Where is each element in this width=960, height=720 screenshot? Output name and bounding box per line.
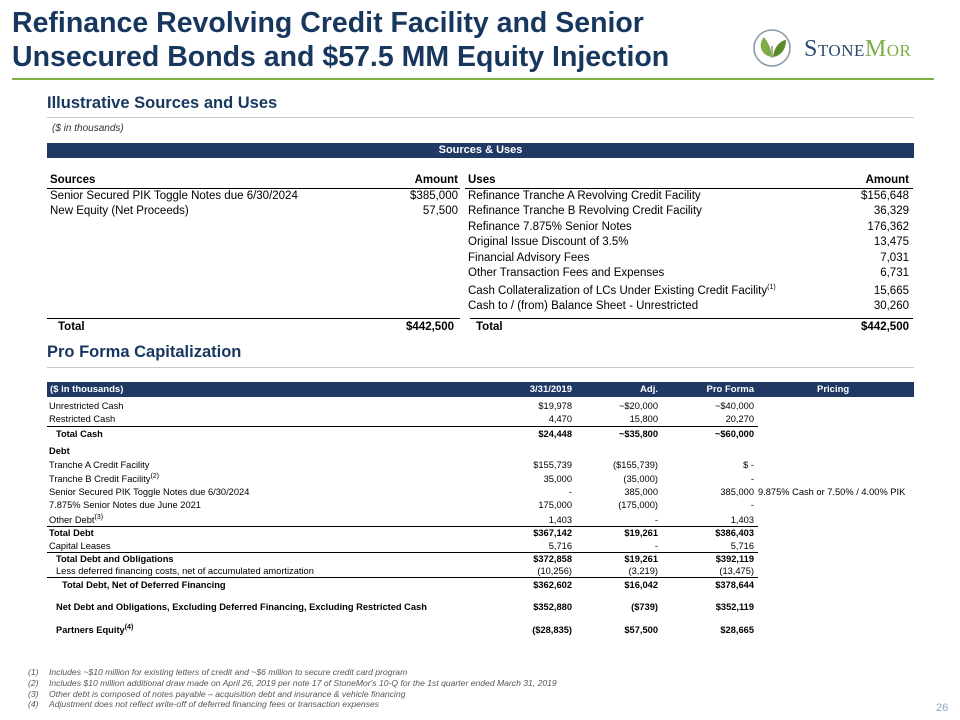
pro-forma-header: ($ in thousands) 3/31/2019 Adj. Pro Forma Pricing <box>47 382 914 397</box>
table-row: Total Debt $367,142 $19,261 $386,403 <box>49 528 754 538</box>
table-row: Total Cash $24,448 ~$35,800 ~$60,000 <box>56 428 754 439</box>
section-divider <box>47 117 914 118</box>
table-row: 7.875% Senior Notes due June 2021 175,000 (175,000) - <box>49 500 754 510</box>
table-row: New Equity (Net Proceeds) 57,500 <box>50 205 458 218</box>
table-row: Less deferred financing costs, net of accumulated amortization (10,256) (3,219) (13,475) <box>47 565 914 578</box>
page-number: 26 <box>936 702 949 714</box>
table-row: Cash Collateralization of LCs Under Existing Credit Facility$^{(1)}$ 15,665 <box>468 284 909 298</box>
table-row: Restricted Cash 4,470 15,800 20,270 <box>47 414 914 427</box>
stonemor-logo <box>750 26 940 70</box>
table-row: Refinance Tranche B Revolving Credit Facility 36,329 <box>468 205 909 218</box>
table-row: Senior Secured PIK Toggle Notes due 6/30/2024 $385,000 <box>50 190 458 202</box>
units-note: ($ in thousands) <box>52 123 124 134</box>
title-divider <box>12 78 934 80</box>
section-divider <box>47 367 914 368</box>
sources-total-row: Total $442,500 <box>47 318 460 334</box>
table-row: Total Debt and Obligations $372,858 $19,261 $392,119 <box>56 553 754 564</box>
uses-table <box>465 173 913 315</box>
table-row: Debt <box>49 445 70 456</box>
logo-wordmark: STONEMOR <box>804 36 912 62</box>
sources-uses-header: Sources & Uses <box>47 143 914 158</box>
table-row: Unrestricted Cash $19,978 ~$20,000 ~$40,000 <box>49 401 754 411</box>
section-title-sources-uses: Illustrative Sources and Uses <box>47 94 278 112</box>
table-row: Original Issue Discount of 3.5% 13,475 <box>468 236 909 249</box>
table-row: Financial Advisory Fees 7,031 <box>468 251 909 264</box>
table-row: Other Debt$^{(3)}$ 1,403 - 1,403 <box>47 511 914 527</box>
pro-forma-table <box>47 401 914 635</box>
table-row: Senior Secured PIK Toggle Notes due 6/30/2024 - 385,000 385,000 9.875% Cash or 7.50% / 4.00% PIK <box>49 486 906 497</box>
table-row: Total Debt, Net of Deferred Financing $362,602 $16,042 $378,644 <box>62 580 754 590</box>
uses-header-row: Uses Amount <box>465 173 913 189</box>
sources-table <box>47 173 460 220</box>
table-row: Refinance 7.875% Senior Notes 176,362 <box>468 220 909 233</box>
table-row: Partners Equity$^{(4)}$ ($28,835) $57,500 $28,665 <box>56 623 754 635</box>
leaf-logo-icon <box>750 26 794 70</box>
table-row: Tranche B Credit Facility$^{(2)}$ 35,000 (35,000) - <box>49 472 754 484</box>
table-row: Other Transaction Fees and Expenses 6,731 <box>468 266 909 279</box>
table-row: Net Debt and Obligations, Excluding Deferred Financing, Excluding Restricted Cash $352,880 ($739) $352,119 <box>56 602 754 612</box>
sources-header-row: Sources Amount <box>47 173 460 189</box>
table-row: Refinance Tranche A Revolving Credit Facility $156,648 <box>468 190 909 202</box>
table-row: Cash to / (from) Balance Sheet - Unrestricted 30,260 <box>468 300 909 313</box>
section-title-pro-forma: Pro Forma Capitalization <box>47 343 242 361</box>
page-title: Refinance Revolving Credit Facility and Senior Unsecured Bonds and $57.5 MM Equity Injection <box>12 7 670 73</box>
table-row: Capital Leases 5,716 - 5,716 <box>47 540 914 553</box>
table-row: Tranche A Credit Facility $155,739 ($155,739) $ - <box>49 459 754 470</box>
uses-total-row: Total $442,500 <box>470 318 913 334</box>
